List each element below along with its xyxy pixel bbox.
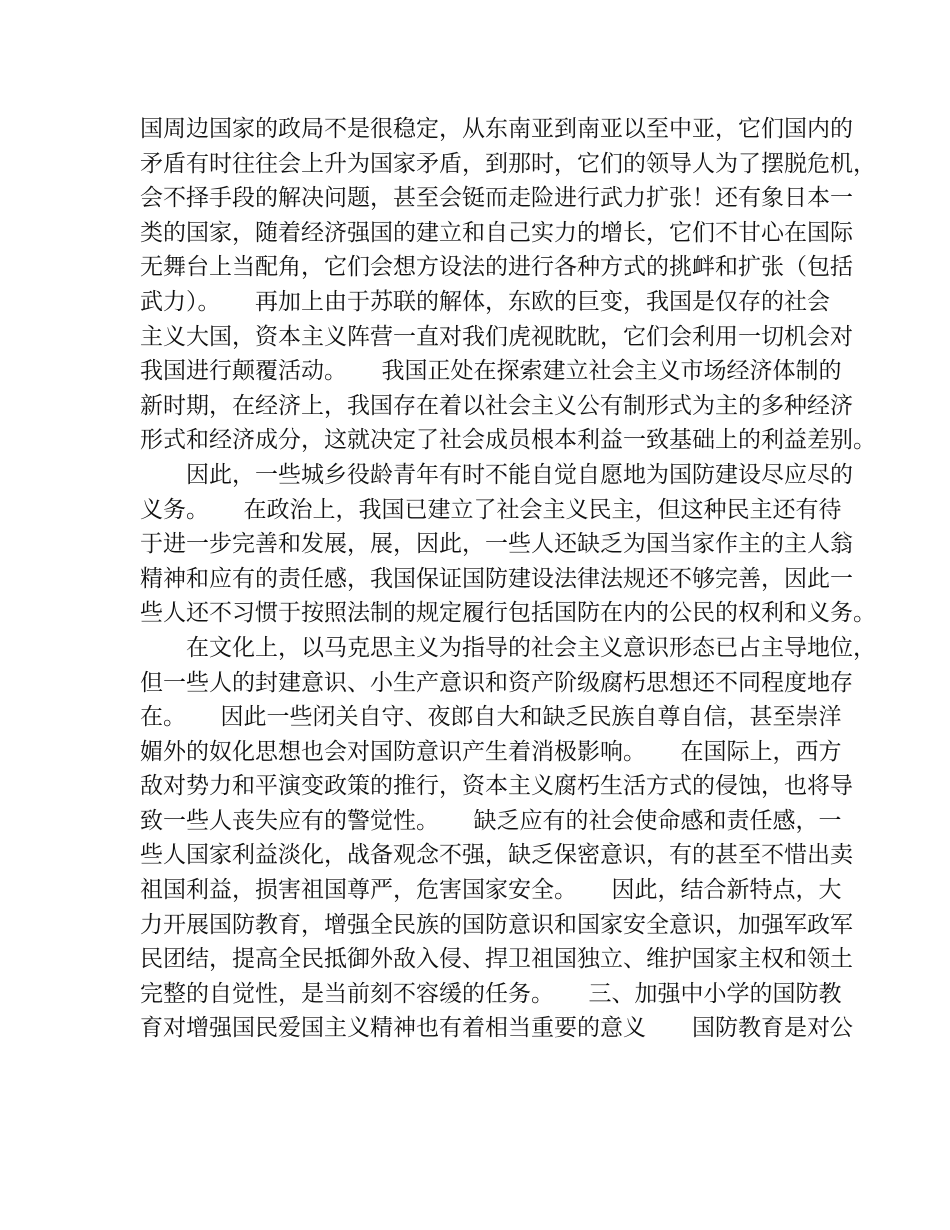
text-line: 类的国家，随着经济强国的建立和自己实力的增长，它们不甘心在国际 xyxy=(140,219,853,246)
text-line: 些人还不习惯于按照法制的规定履行包括国防在内的公民的权利和义务。 xyxy=(140,600,876,627)
text-line: 矛盾有时往往会上升为国家矛盾，到那时，它们的领导人为了摆脱危机， xyxy=(140,150,876,177)
text-line: 主义大国，资本主义阵营一直对我们虎视眈眈，它们会利用一切机会对 xyxy=(140,323,853,350)
text-line: 力开展国防教育，增强全民族的国防意识和国家安全意识，加强军政军 xyxy=(140,911,853,938)
text-line: 媚外的奴化思想也会对国防意识产生着消极影响。 在国际上，西方 xyxy=(140,738,842,765)
text-line: 形式和经济成分，这就决定了社会成员根本利益一致基础上的利益差别。 xyxy=(140,427,876,454)
text-line: 武力）。 再加上由于苏联的解体，东欧的巨变，我国是仅存的社会 xyxy=(140,288,830,315)
text-line: 但一些人的封建意识、小生产意识和资产阶级腐朽思想还不同程度地存 xyxy=(140,669,853,696)
text-line: 祖国利益，损害祖国尊严，危害国家安全。 因此，结合新特点，大 xyxy=(140,877,842,904)
text-line: 在文化上，以马克思主义为指导的社会主义意识形态已占主导地位， xyxy=(140,634,876,661)
text-line: 会不择手段的解决问题，甚至会铤而走险进行武力扩张！还有象日本一 xyxy=(140,185,853,212)
text-line: 些人国家利益淡化，战备观念不强，缺乏保密意识，有的甚至不惜出卖 xyxy=(140,842,853,869)
text-line: 义务。 在政治上，我国已建立了社会主义民主，但这种民主还有待 xyxy=(140,496,842,523)
text-line: 因此，一些城乡役龄青年有时不能自觉自愿地为国防建设尽应尽的 xyxy=(140,461,853,488)
text-line: 民团结，提高全民抵御外敌入侵、捍卫祖国独立、维护国家主权和领土 xyxy=(140,946,853,973)
body-text xyxy=(140,112,876,1046)
text-line: 我国进行颠覆活动。 我国正处在探索建立社会主义市场经济体制的 xyxy=(140,358,842,385)
text-line: 于进一步完善和发展，展，因此，一些人还缺乏为国当家作主的主人翁 xyxy=(140,531,853,558)
text-line: 无舞台上当配角，它们会想方设法的进行各种方式的挑衅和扩张（包括 xyxy=(140,254,853,281)
text-line: 完整的自觉性，是当前刻不容缓的任务。 三、加强中小学的国防教 xyxy=(140,980,842,1007)
text-line: 敌对势力和平演变政策的推行，资本主义腐朽生活方式的侵蚀，也将导 xyxy=(140,773,853,800)
text-line: 新时期，在经济上，我国存在着以社会主义公有制形式为主的多种经济 xyxy=(140,392,853,419)
text-line: 育对增强国民爱国主义精神也有着相当重要的意义 国防教育是对公 xyxy=(140,1015,853,1042)
text-line: 精神和应有的责任感，我国保证国防建设法律法规还不够完善，因此一 xyxy=(140,565,853,592)
text-line: 国周边国家的政局不是很稳定，从东南亚到南亚以至中亚，它们国内的 xyxy=(140,116,853,142)
text-line: 致一些人丧失应有的警觉性。 缺乏应有的社会使命感和责任感，一 xyxy=(140,807,842,834)
text-line: 在。 因此一些闭关自守、夜郎自大和缺乏民族自尊自信，甚至崇洋 xyxy=(140,704,842,731)
